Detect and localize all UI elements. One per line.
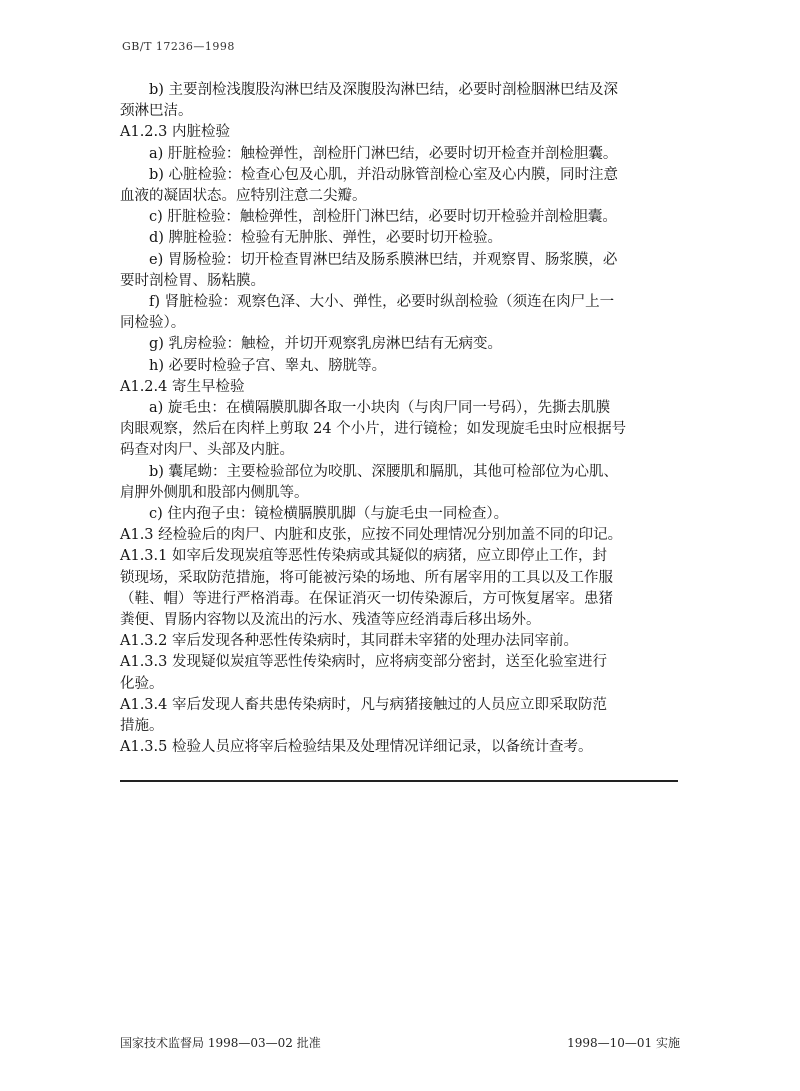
text-line: 粪便、胃肠内容物以及流出的污水、残渣等应经消毒后移出场外。	[120, 612, 541, 629]
text-line: b) 主要剖检浅腹股沟淋巴结及深腹股沟淋巴结，必要时剖检胭淋巴结及深	[149, 82, 619, 98]
text-line: c) 肝脏检验：触检弹性，剖检肝门淋巴结，必要时切开检验并剖检胆囊。	[149, 209, 617, 226]
text-line: 肉眼观察，然后在肉样上剪取 24 个小片，进行镜检；如发现旋毛虫时应根据号	[120, 421, 627, 438]
text-line: A1.2.3 内脏检验	[120, 124, 230, 141]
text-line: a) 肝脏检验：触检弹性，剖检肝门淋巴结，必要时切开检查并剖检胆囊。	[149, 145, 618, 162]
text-line: a) 旋毛虫：在横隔膜肌脚各取一小块肉（与肉尸同一号码），先撕去肌膜	[149, 400, 611, 417]
text-line: g) 乳房检验：触检，并切开观察乳房淋巴结有无病变。	[149, 336, 503, 353]
text-line: A1.3.3 发现疑似炭疽等恶性传染病时，应将病变部分密封，送至化验室进行	[120, 654, 607, 671]
footer-approval-date: 国家技术监督局 1998—03—02 批准	[120, 1036, 321, 1050]
text-line: f) 肾脏检验：观察色泽、大小、弹性，必要时纵剖检验（须连在肉尸上一	[149, 294, 615, 311]
text-line: 要时剖检胃、肠粘膜。	[120, 272, 265, 289]
text-line: A1.3 经检验后的肉尸、内脏和皮张，应按不同处理情况分别加盖不同的印记。	[120, 527, 623, 544]
text-line: A1.3.1 如宰后发现炭疽等恶性传染病或其疑似的病猪，应立即停止工作，封	[120, 548, 607, 565]
text-line: b) 心脏检验：检查心包及心肌，并沿动脉管剖检心室及心内膜，同时注意	[149, 166, 619, 183]
text-line: 化验。	[120, 675, 164, 692]
standard-code-header: GB/T 17236—1998	[122, 40, 235, 53]
end-divider-rule	[120, 780, 678, 782]
text-line: 血液的凝固状态。应特别注意二尖瓣。	[120, 188, 367, 205]
text-line: A1.3.4 宰后发现人畜共患传染病时，凡与病猪接触过的人员应立即采取防范	[120, 696, 607, 713]
text-line: 码查对肉尸、头部及内脏。	[120, 442, 294, 459]
text-line: 颈淋巴洁。	[120, 103, 193, 120]
text-line: d) 脾脏检验：检验有无肿胀、弹性，必要时切开检验。	[149, 230, 503, 247]
text-line: A1.3.5 检验人员应将宰后检验结果及处理情况详细记录，以备统计查考。	[120, 739, 593, 756]
text-line: 同检验）。	[120, 315, 186, 332]
text-line: 锁现场，采取防范措施，将可能被污染的场地、所有屠宰用的工具以及工作服	[120, 569, 613, 586]
text-line: 肩胛外侧肌和股部内侧肌等。	[120, 484, 309, 501]
text-line: A1.3.2 宰后发现各种恶性传染病时，其同群未宰猪的处理办法同宰前。	[120, 633, 578, 650]
text-line: h) 必要时检验子宫、睾丸、膀胱等。	[149, 357, 387, 374]
text-line: A1.2.4 寄生早检验	[120, 378, 245, 395]
text-line: e) 胃肠检验：切开检查胃淋巴结及肠系膜淋巴结，并观察胃、肠浆膜，必	[149, 251, 618, 268]
text-line: （鞋、帽）等进行严格消毒。在保证消灭一切传染源后，方可恢复屠宰。患猪	[120, 590, 613, 607]
text-line: c) 住内孢子虫：镜检横膈膜肌脚（与旋毛虫一同检查）。	[149, 506, 509, 523]
text-line: b) 囊尾蚴：主要检验部位为咬肌、深腰肌和膈肌，其他可检部位为心肌、	[149, 463, 619, 480]
text-line: 措施。	[120, 718, 164, 735]
footer-implementation-date: 1998—10—01 实施	[567, 1036, 680, 1050]
document-body	[120, 80, 680, 759]
